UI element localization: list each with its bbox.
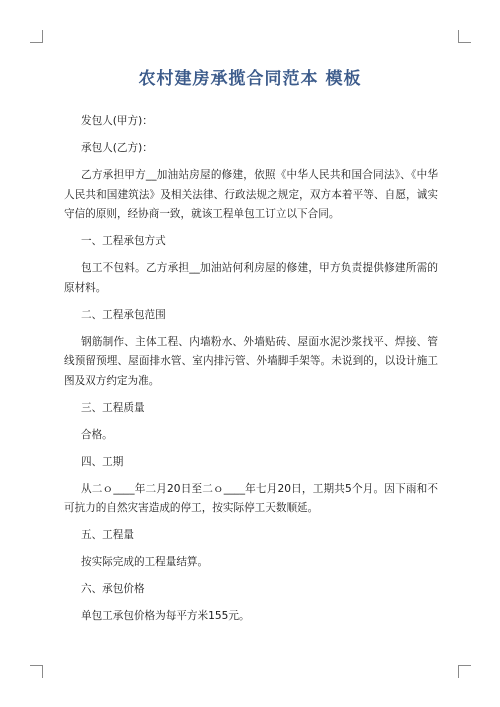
corner-mark-top-right: [458, 30, 471, 43]
corner-mark-bottom-right: [458, 665, 471, 678]
section-text-4: 从二ｏ____年二月20日至二ｏ____年七月20日，工期共5个月。因下雨和不可抗力的自然灾害造成的停工，按实际停工天数顺延。: [64, 482, 438, 514]
document-title: 农村建房承揽合同范本 模板: [138, 69, 362, 89]
section-text-2: 钢筋制作、主体工程、内墙粉水、外墙贴砖、屋面水泥沙浆找平、焊接、管线预留预埋、屋面排水管、室内排污管、外墙脚手架等。未说到的，以设计施工图及双方约定为准。: [64, 335, 438, 387]
corner-mark-bottom-left: [30, 665, 43, 678]
section-heading-2: 二、工程承包范围: [81, 308, 166, 321]
document-body: [64, 112, 438, 634]
section-heading-5: 五、工程量: [81, 529, 134, 541]
section-heading-1: 一、工程承包方式: [81, 235, 166, 247]
preamble-paragraph: 乙方承担甲方__加油站房屋的修建，依照《中华人民共和国合同法》、《中华人民共和国建筑法》及相关法律、行政法规之规定，双方本着平等、自愿，诚实守信的原则，经协商一致，就该工程单包工订立以下合同。: [64, 169, 438, 220]
party-b-line: 承包人(乙方)：: [81, 142, 153, 154]
corner-mark-top-left: [30, 30, 43, 43]
party-a-line: 发包人(甲方)：: [81, 115, 153, 127]
section-text-6: 单包工承包价格为每平方米155元。: [81, 610, 250, 622]
section-heading-3: 三、工程质量: [81, 401, 145, 414]
section-text-1: 包工不包料。乙方承担__加油站何利房屋的修建，甲方负责提供修建所需的原材料。: [64, 262, 438, 294]
section-heading-6: 六、承包价格: [81, 583, 145, 595]
section-text-3: 合格。: [81, 428, 113, 441]
section-heading-4: 四、工期: [81, 455, 124, 468]
section-text-5: 按实际完成的工程量结算。: [81, 556, 209, 568]
